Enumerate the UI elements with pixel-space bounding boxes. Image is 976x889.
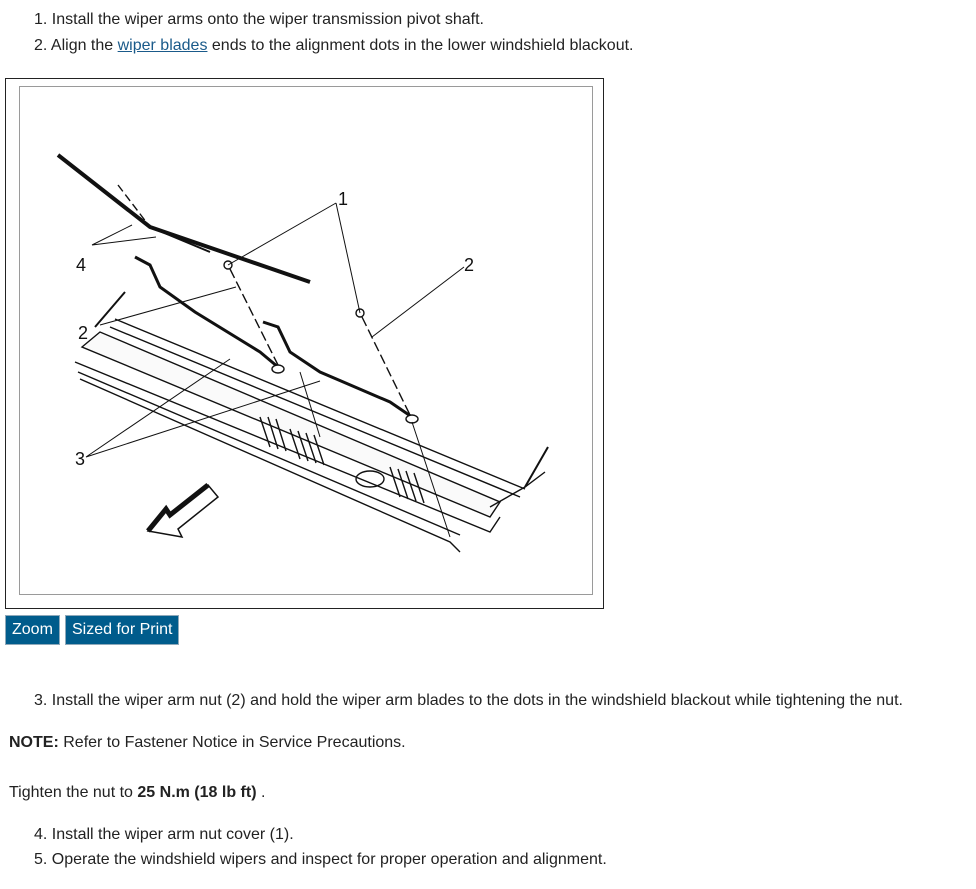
step-number: 4. <box>34 826 48 843</box>
wiper-blades-link[interactable]: wiper blades <box>117 37 208 54</box>
step-text: Operate the windshield wipers and inspect for proper operation and alignment. <box>51 851 607 868</box>
torque-text: Tighten the nut to <box>9 784 133 801</box>
wiper-diagram[interactable] <box>19 86 593 595</box>
step-text: Install the wiper arms onto the wiper transmission pivot shaft. <box>51 11 484 28</box>
step-4 <box>34 826 294 844</box>
callout-2-left: 2 <box>78 323 89 343</box>
step-5 <box>34 851 607 869</box>
note-text: Refer to Fastener Notice in Service Precautions. <box>63 734 406 751</box>
wiper-illustration <box>20 87 592 594</box>
callout-2-right: 2 <box>464 255 475 275</box>
step-1 <box>34 11 484 29</box>
zoom-button[interactable]: Zoom <box>5 615 60 645</box>
note-label: NOTE: <box>9 734 59 751</box>
step-text: Align the <box>50 37 114 54</box>
step-number: 2. <box>34 37 48 54</box>
step-number: 1. <box>34 11 48 28</box>
step-text: Install the wiper arm nut (2) and hold the wiper arm blades to the dots in the windshield blackout while tightening the nut. <box>51 692 903 709</box>
callout-1: 1 <box>338 189 349 209</box>
note <box>9 734 406 752</box>
figure-frame <box>5 78 604 609</box>
callout-4: 4 <box>76 255 87 275</box>
step-number: 5. <box>34 851 48 868</box>
sized-for-print-button[interactable]: Sized for Print <box>65 615 179 645</box>
torque-value: 25 N.m (18 lb ft) <box>137 784 257 801</box>
step-text: Install the wiper arm nut cover (1). <box>51 826 294 843</box>
callout-3: 3 <box>75 449 86 469</box>
step-number: 3. <box>34 692 48 709</box>
step-3 <box>34 692 903 710</box>
step-2 <box>34 37 634 55</box>
torque-spec <box>9 784 265 802</box>
step-text: ends to the alignment dots in the lower windshield blackout. <box>211 37 634 54</box>
torque-suffix: . <box>260 784 266 801</box>
